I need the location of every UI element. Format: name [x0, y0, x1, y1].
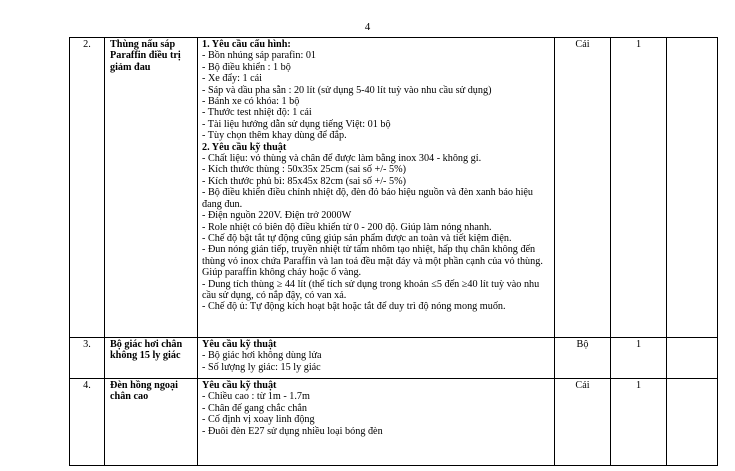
table-body [70, 38, 718, 466]
note-cell [667, 379, 718, 466]
spec-line: - Bồn nhúng sáp parafin: 01 [202, 50, 317, 62]
note-cell [667, 338, 718, 379]
spec-line: - Bánh xe có khóa: 1 bộ [202, 96, 300, 108]
quantity-cell: 1 [611, 379, 667, 466]
spec-heading: 1. Yêu cầu cấu hình: [202, 39, 291, 50]
spec-line: - Thước test nhiệt độ: 1 cái [202, 107, 312, 119]
note-cell [667, 38, 718, 338]
spec-line: - Chiều cao : từ 1m - 1.7m [202, 391, 310, 403]
spec-heading: Yêu cầu kỹ thuật [202, 339, 277, 350]
technical-spec [198, 379, 555, 466]
quantity-cell: 1 [611, 38, 667, 338]
spec-line: - Chân đế gang chắc chắn [202, 402, 307, 414]
spec-line: - Cố định vị xoay linh động [202, 414, 315, 426]
spec-line: - Chất liệu: vỏ thùng và chân để được làm bằng inox 304 - không gỉ. [202, 153, 482, 165]
equipment-name: Bộ giác hơi chân không 15 ly giác [105, 338, 198, 379]
spec-line: - Xe đẩy: 1 cái [202, 73, 262, 85]
table-row [70, 338, 718, 379]
equipment-spec-table [69, 37, 718, 466]
spec-line: - Role nhiệt có biên độ điều khiển từ 0 - 200 độ. Giúp làm nóng nhanh. [202, 221, 492, 233]
spec-line: - Sáp và dầu pha sẵn : 20 lít (sử dụng 5-40 lít tuỳ vào nhu cầu sử dụng) [202, 84, 492, 96]
unit-cell: Bộ [555, 338, 611, 379]
spec-line: - Tùy chọn thêm khay dùng để đắp. [202, 130, 347, 142]
spec-line: - Bộ giác hơi không dùng lửa [202, 350, 322, 362]
spec-line: - Kích thước phủ bì: 85x45x 82cm (sai số +/- 5%) [202, 175, 406, 187]
unit-cell: Cái [555, 38, 611, 338]
row-number: 4. [70, 379, 105, 466]
spec-line: - Dung tích thùng ≥ 44 lít (thể tích sử dụng trong khoản ≤5 đến ≥40 lít tuỳ vào nhu cầu sử dụng, có nắp đậy, có van xả. [202, 278, 540, 301]
quantity-cell: 1 [611, 338, 667, 379]
spec-line: - Đun nóng gián tiếp, truyền nhiệt từ tấm nhôm tạo nhiệt, hấp thụ chân không đến thùng vỏ inox chứa Paraffin và lan toả đều mặt đáy và một phần cạnh của vỏ thùng. Giúp paraffin không cháy hoặc ố vàng. [202, 244, 543, 279]
spec-heading: Yêu cầu kỹ thuật [202, 380, 277, 391]
table-row [70, 38, 718, 338]
spec-line: - Bộ điều khiển : 1 bộ [202, 61, 291, 73]
spec-line: - Điện nguồn 220V. Điện trở 2000W [202, 210, 352, 222]
equipment-name: Thùng nấu sáp Paraffin điều trị giảm đau [105, 38, 198, 338]
technical-spec [198, 38, 555, 338]
spec-heading: 2. Yêu cầu kỹ thuật [202, 141, 287, 153]
unit-cell: Cái [555, 379, 611, 466]
technical-spec [198, 338, 555, 379]
spec-line: - Kích thước thùng : 50x35x 25cm (sai số +/- 5%) [202, 164, 406, 176]
row-number: 3. [70, 338, 105, 379]
page-number: 4 [364, 21, 371, 33]
equipment-name: Đèn hồng ngoại chân cao [105, 379, 198, 466]
spec-line: - Đuôi đèn E27 sử dụng nhiều loại bóng đèn [202, 425, 383, 437]
spec-line: - Tài liệu hướng dẫn sử dụng tiếng Việt: 01 bộ [202, 118, 391, 130]
spec-line: - Số lượng ly giác: 15 ly giác [202, 361, 321, 373]
spec-line: - Chế độ ủ: Tự động kích hoạt bật hoặc tắt để duy trì độ nóng mong muốn. [202, 301, 506, 313]
spec-line: - Chế độ bật tắt tự động cũng giúp sản phẩm được an toàn và tiết kiệm điện. [202, 232, 512, 244]
table-row [70, 379, 718, 466]
spec-line: - Bộ điều khiển điều chỉnh nhiệt độ, đèn đỏ báo hiệu nguồn và đèn xanh báo hiệu đang đun. [202, 187, 534, 210]
row-number: 2. [70, 38, 105, 338]
